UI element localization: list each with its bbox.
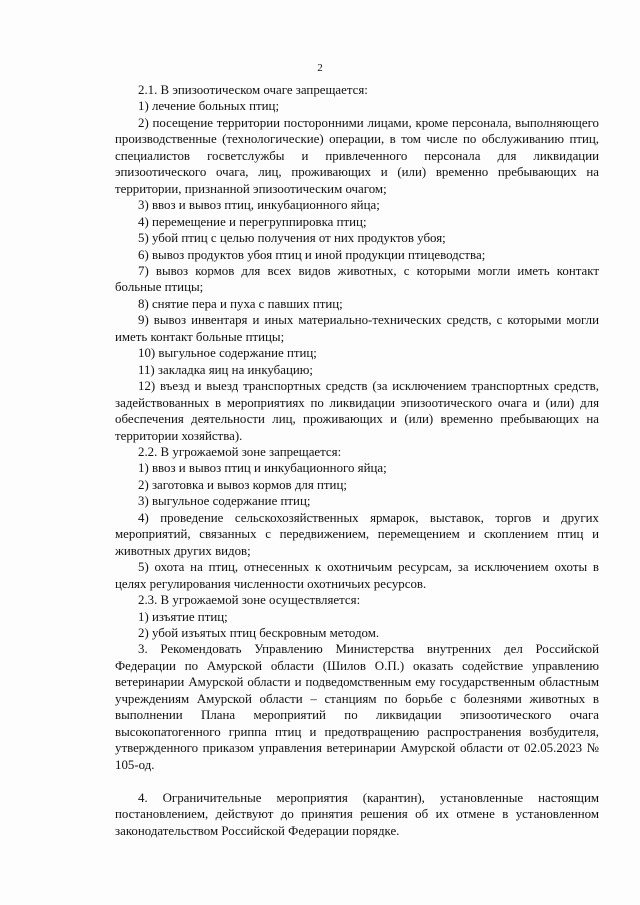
section-heading-2-2: 2.2. В угрожаемой зоне запрещается: — [138, 444, 342, 459]
list-item: 12) въезд и выезд транспортных средств (за исключением транспортных средств, задействованных в мероприятиях по ликвидации эпизоотического очага и (или) для обеспечения деятельности лиц, проживающих и (или) временно пребывающих на территории хозяйства). — [115, 379, 599, 443]
list-item: 1) изъятие птиц; — [138, 609, 228, 624]
paragraph-4: 4. Ограничительные мероприятия (карантин), установленные настоящим постановлением, действуют до принятия решения об их отмене в установленном законодательством Российской Федерации порядке. — [115, 791, 599, 838]
list-item: 3) выгульное содержание птиц; — [138, 494, 311, 509]
list-item: 4) перемещение и перегруппировка птиц; — [138, 214, 367, 229]
list-item: 3) ввоз и вывоз птиц, инкубационного яйца; — [138, 198, 380, 213]
list-item: 8) снятие пера и пуха с павших птиц; — [138, 296, 343, 311]
list-item: 5) охота на птиц, отнесенных к охотничьим ресурсам, за исключением охоты в целях регулирования численности охотничьих ресурсов. — [115, 560, 599, 591]
list-item: 6) вывоз продуктов убоя птиц и иной продукции птицеводства; — [138, 247, 486, 262]
list-item: 1) лечение больных птиц; — [138, 99, 280, 114]
list-item: 2) заготовка и вывоз кормов для птиц; — [138, 477, 347, 492]
list-item: 9) вывоз инвентаря и иных материально-технических средств, с которыми могли иметь контакт больные птицы; — [115, 313, 599, 344]
page-number: 2 — [317, 62, 323, 74]
list-item: 2) посещение территории посторонними лицами, кроме персонала, выполняющего производственные (технологические) операции, в том числе по обслуживанию птиц, специалистов госветслужбы и привлеченного персонала для ликвидации эпизоотического очага, лиц, проживающих и (или) временно пребывающих на территории, признанной эпизоотическим очагом; — [115, 115, 599, 196]
list-item: 5) убой птиц с целью получения от них продуктов убоя; — [138, 231, 446, 246]
section-heading-2-1: 2.1. В эпизоотическом очаге запрещается: — [138, 83, 368, 97]
list-item: 11) закладка яиц на инкубацию; — [138, 362, 313, 377]
list-item: 1) ввоз и вывоз птиц и инкубационного яйца; — [138, 461, 387, 476]
list-item: 4) проведение сельскохозяйственных ярмарок, выставок, торгов и других мероприятий, связанных с передвижением, перемещением и скоплением птиц и животных других видов; — [115, 510, 599, 558]
list-item: 10) выгульное содержание птиц; — [138, 346, 317, 361]
list-item: 2) убой изъятых птиц бескровным методом. — [138, 625, 380, 640]
document-body — [115, 82, 599, 839]
section-heading-2-3: 2.3. В угрожаемой зоне осуществляется: — [138, 593, 361, 608]
list-item: 7) вывоз кормов для всех видов животных, с которыми могли иметь контакт больные птицы; — [115, 263, 599, 295]
paragraph-3: 3. Рекомендовать Управлению Министерства внутренних дел Российской Федерации по Амурской области (Шилов О.П.) оказать содействие управлению ветеринарии Амурской области и подведомственным ему государственным областным учреждениям Амурской области – станциям по борьбе с болезнями животных в выполнении Плана мероприятий по ликвидации эпизоотического очага высокопатогенного гриппа птиц и предотвращению распространения возбудителя, утвержденного приказом управления ветеринарии Амурской области от 02.05.2023 № 105-од. — [115, 642, 599, 772]
